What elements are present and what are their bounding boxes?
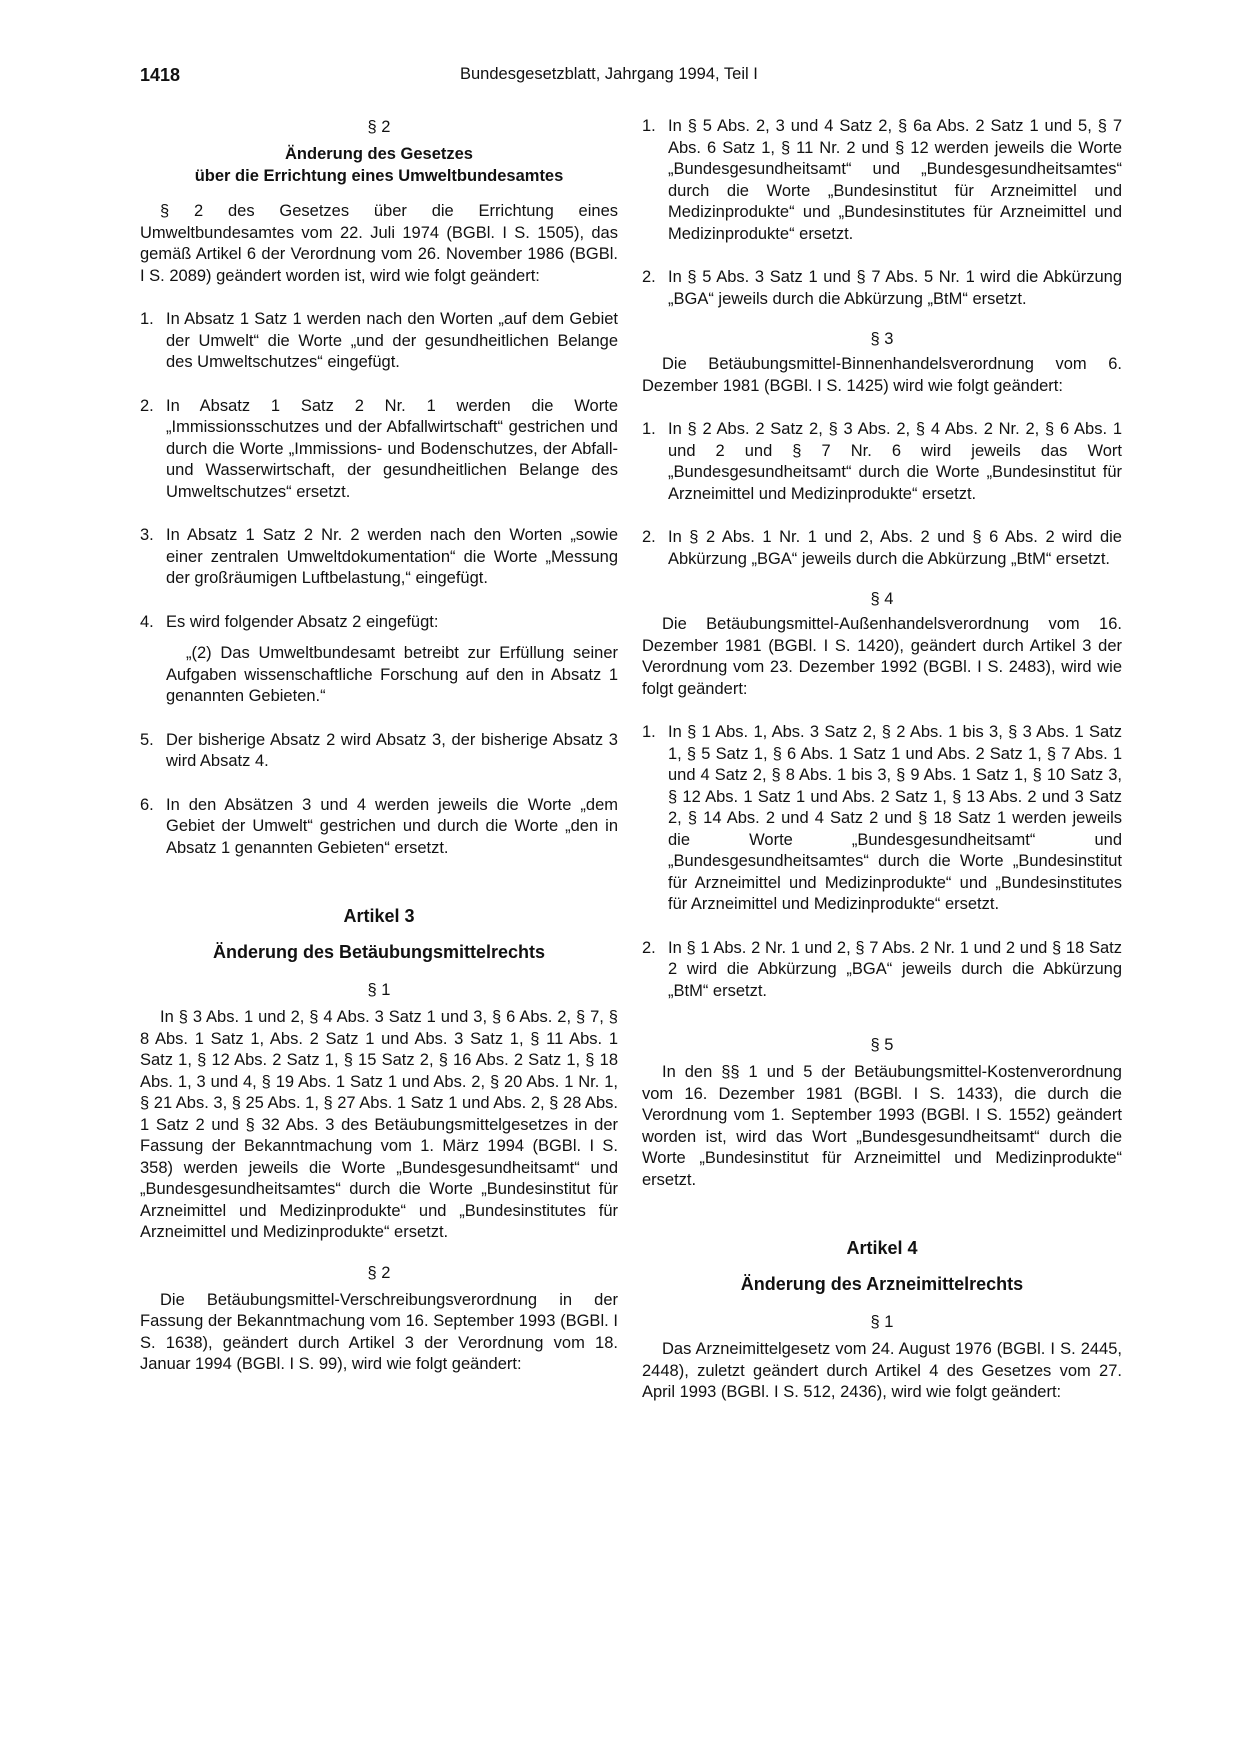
- list-item: [140, 612, 618, 634]
- section-title: § 1: [367, 981, 391, 999]
- amendment-list: [140, 309, 618, 633]
- list-item: [642, 722, 1122, 916]
- item-text: In § 5 Abs. 2, 3 und 4 Satz 2, § 6a Abs. 2 Satz 1 und 5, § 7 Abs. 6 Satz 1, § 11 Nr. 2 und § 12 werden jeweils die Worte „Bundesgesundheitsamt“ und „Bundesgesundheitsamtes“ durch die Worte „Bundesinstitut für Arzneimittel und Medizinprodukte“ und „Bundesinstitutes für Arzneimittel und Medizinprodukte“ ersetzt.: [668, 117, 1122, 243]
- item-number: 2.: [642, 528, 656, 546]
- item-text: In § 5 Abs. 3 Satz 1 und § 7 Abs. 5 Nr. 1 wird die Abkürzung „BGA“ jeweils durch die Abkürzung „BtM“ ersetzt.: [668, 268, 1122, 308]
- paragraph: Das Arzneimittelgesetz vom 24. August 1976 (BGBl. I S. 2445, 2448), zuletzt geändert durch Artikel 4 des Gesetzes vom 27. April 1993 (BGBl. I S. 512, 2436), wird wie folgt geändert:: [642, 1340, 1122, 1401]
- list-item: [642, 527, 1122, 570]
- list-item: [642, 267, 1122, 310]
- item-text: In Absatz 1 Satz 2 Nr. 1 werden die Worte „Immissionsschutzes und der Abfallwirtschaft“ gestrichen und durch die Worte „Immissions- und Bodenschutzes, der Abfall- und Wasserwirtschaft, der gesundheitlichen Belange des Umweltschutzes“ ersetzt.: [166, 396, 618, 501]
- list-item: [140, 525, 618, 590]
- item-number: 1.: [642, 723, 656, 741]
- item-number: 2.: [642, 938, 656, 957]
- quoted-paragraph: „(2) Das Umweltbundesamt betreibt zur Erfüllung seiner Aufgaben wissenschaftliche Forschung auf den in Absatz 1 genannten Gebieten.“: [166, 644, 618, 705]
- item-number: 1.: [642, 420, 656, 438]
- page-header: [140, 65, 1130, 89]
- item-number: 6.: [140, 795, 154, 814]
- article-title: Änderung des Betäubungsmittelrechts: [212, 942, 546, 962]
- article-label: Artikel 4: [846, 1238, 918, 1258]
- item-text: In Absatz 1 Satz 2 Nr. 2 werden nach den Worten „sowie einer zentralen Umweltdokumentation“ die Worte „Messung der großräumigen Luftbelastung,“ eingefügt.: [166, 526, 618, 587]
- item-number: 1.: [642, 117, 656, 135]
- paragraph: Die Betäubungsmittel-Außenhandelsverordnung vom 16. Dezember 1981 (BGBl. I S. 1420), geändert durch Artikel 3 der Verordnung vom 23. Dezember 1992 (BGBl. I S. 2483), wird wie folgt geändert:: [642, 615, 1122, 698]
- section-heading: über die Errichtung eines Umweltbundesamtes: [194, 166, 564, 185]
- item-text: Es wird folgender Absatz 2 eingefügt:: [166, 612, 439, 631]
- item-text: In § 2 Abs. 2 Satz 2, § 3 Abs. 2, § 4 Abs. 2 Nr. 2, § 6 Abs. 1 und 2 und § 7 Nr. 6 wird jeweils das Wort „Bundesgesundheitsamt“ durch die Worte „Bundesinstitut für Arzneimittel und Medizinprodukte“ ersetzt.: [668, 420, 1122, 503]
- amendment-list: [642, 722, 1122, 1002]
- section-title: § 4: [870, 590, 894, 608]
- section-title: § 2: [367, 118, 391, 136]
- right-column: [642, 116, 1122, 1404]
- item-number: 2.: [642, 268, 656, 286]
- paragraph: Die Betäubungsmittel-Verschreibungsverordnung in der Fassung der Bekanntmachung vom 16. September 1993 (BGBl. I S. 1638), geändert durch Artikel 3 der Verordnung vom 18. Januar 1994 (BGBl. I S. 99), wird wie folgt geändert:: [140, 1290, 618, 1373]
- paragraph: In den §§ 1 und 5 der Betäubungsmittel-Kostenverordnung vom 16. Dezember 1981 (BGBl. I S. 1433), die durch die Verordnung vom 1. September 1993 (BGBl. I S. 1552) geändert worden ist, wird das Wort „Bundesgesundheitsamt“ durch die Worte „Bundesinstitut für Arzneimittel und Medizinprodukte“ ersetzt.: [642, 1063, 1122, 1189]
- paragraph: In § 3 Abs. 1 und 2, § 4 Abs. 3 Satz 1 und 3, § 6 Abs. 2, § 7, § 8 Abs. 1 Satz 1, Abs. 2 Satz 1 und Abs. 3 Satz 1, § 11 Abs. 1 Satz 1, § 12 Abs. 2 Satz 1, § 15 Satz 2, § 16 Abs. 2 Satz 1, § 18 Abs. 1, 3 und 4, § 19 Abs. 1 Satz 1 und Abs. 2, § 20 Abs. 1 Nr. 1, § 21 Abs. 3, § 25 Abs. 1, § 27 Abs. 1 Satz 1 und Abs. 2, § 28 Abs. 1 Satz 2 und § 32 Abs. 3 des Betäubungsmittelgesetzes in der Fassung der Bekanntmachung vom 1. März 1994 (BGBl. I S. 358) werden jeweils die Worte „Bundesgesundheitsamt“ und „Bundesgesundheitsamtes“ durch die Worte „Bundesinstitut für Arzneimittel und Medizinprodukte“ und „Bundesinstitutes für Arzneimittel und Medizinprodukte“ ersetzt.: [140, 1008, 618, 1241]
- paragraph: Die Betäubungsmittel-Binnenhandelsverordnung vom 6. Dezember 1981 (BGBl. I S. 1425) wird wie folgt geändert:: [642, 355, 1122, 395]
- item-text: In den Absätzen 3 und 4 werden jeweils die Worte „dem Gebiet der Umwelt“ gestrichen und durch die Worte „den in Absatz 1 genannten Gebieten“ ersetzt.: [166, 795, 618, 857]
- running-title: Bundesgesetzblatt, Jahrgang 1994, Teil I: [460, 65, 758, 83]
- section-title: § 5: [870, 1036, 894, 1054]
- item-text: In § 1 Abs. 1, Abs. 3 Satz 2, § 2 Abs. 1 bis 3, § 3 Abs. 1 Satz 1, § 5 Satz 1, § 6 Abs. 1 Satz 1 und Abs. 2 Satz 1, § 7 Abs. 1 und 4 Satz 2, § 8 Abs. 1 bis 3, § 9 Abs. 1 Satz 1, § 10 Satz 3, § 12 Abs. 1 Satz 1 und Abs. 2 Satz 1, § 13 Abs. 2 und 3 Satz 2, § 14 Abs. 2 und 4 Satz 2 und § 18 Satz 1 werden jeweils die Worte „Bundesgesundheitsamt“ und „Bundesgesundheitsamtes“ durch die Worte „Bundesinstitut für Arzneimittel und Medizinprodukte“ und „Bundesinstitutes für Arzneimittel und Medizinprodukte“ ersetzt.: [668, 723, 1122, 913]
- amendment-list: [642, 419, 1122, 570]
- item-number: 2.: [140, 396, 154, 415]
- page-number: 1418: [140, 65, 181, 85]
- item-number: 3.: [140, 526, 154, 544]
- left-column: [140, 116, 618, 1376]
- list-item: [642, 116, 1122, 245]
- section-title: § 1: [870, 1313, 894, 1331]
- list-item: [140, 309, 618, 374]
- section-title: § 2: [367, 1263, 391, 1282]
- article-title: Änderung des Arzneimittelrechts: [740, 1274, 1024, 1294]
- item-text: In § 1 Abs. 2 Nr. 1 und 2, § 7 Abs. 2 Nr. 1 und 2 und § 18 Satz 2 wird die Abkürzung „BGA“ jeweils durch die Abkürzung „BtM“ ersetzt.: [668, 938, 1122, 1000]
- section-heading: Änderung des Gesetzes: [285, 145, 473, 163]
- item-number: 1.: [140, 310, 154, 328]
- article-label: Artikel 3: [343, 906, 415, 926]
- item-number: 4.: [140, 612, 154, 631]
- list-item: [642, 938, 1122, 1003]
- amendment-list: [642, 116, 1122, 310]
- paragraph: § 2 des Gesetzes über die Errichtung eines Umweltbundesamtes vom 22. Juli 1974 (BGBl. I S. 1505), das gemäß Artikel 6 der Verordnung vom 26. November 1986 (BGBl. I S. 2089) geändert worden ist, wird wie folgt geändert:: [140, 202, 618, 285]
- list-item: [140, 730, 618, 773]
- section-title: § 3: [870, 330, 894, 348]
- item-text: In Absatz 1 Satz 1 werden nach den Worten „auf dem Gebiet der Umwelt“ die Worte „und der gesundheitlichen Belange des Umweltschutzes“ eingefügt.: [166, 310, 618, 371]
- item-text: Der bisherige Absatz 2 wird Absatz 3, der bisherige Absatz 3 wird Absatz 4.: [166, 730, 618, 770]
- item-number: 5.: [140, 730, 154, 749]
- list-item: [140, 396, 618, 504]
- amendment-list: [140, 730, 618, 860]
- list-item: [642, 419, 1122, 505]
- item-text: In § 2 Abs. 1 Nr. 1 und 2, Abs. 2 und § 6 Abs. 2 wird die Abkürzung „BGA“ jeweils durch die Abkürzung „BtM“ ersetzt.: [668, 528, 1122, 568]
- list-item: [140, 795, 618, 860]
